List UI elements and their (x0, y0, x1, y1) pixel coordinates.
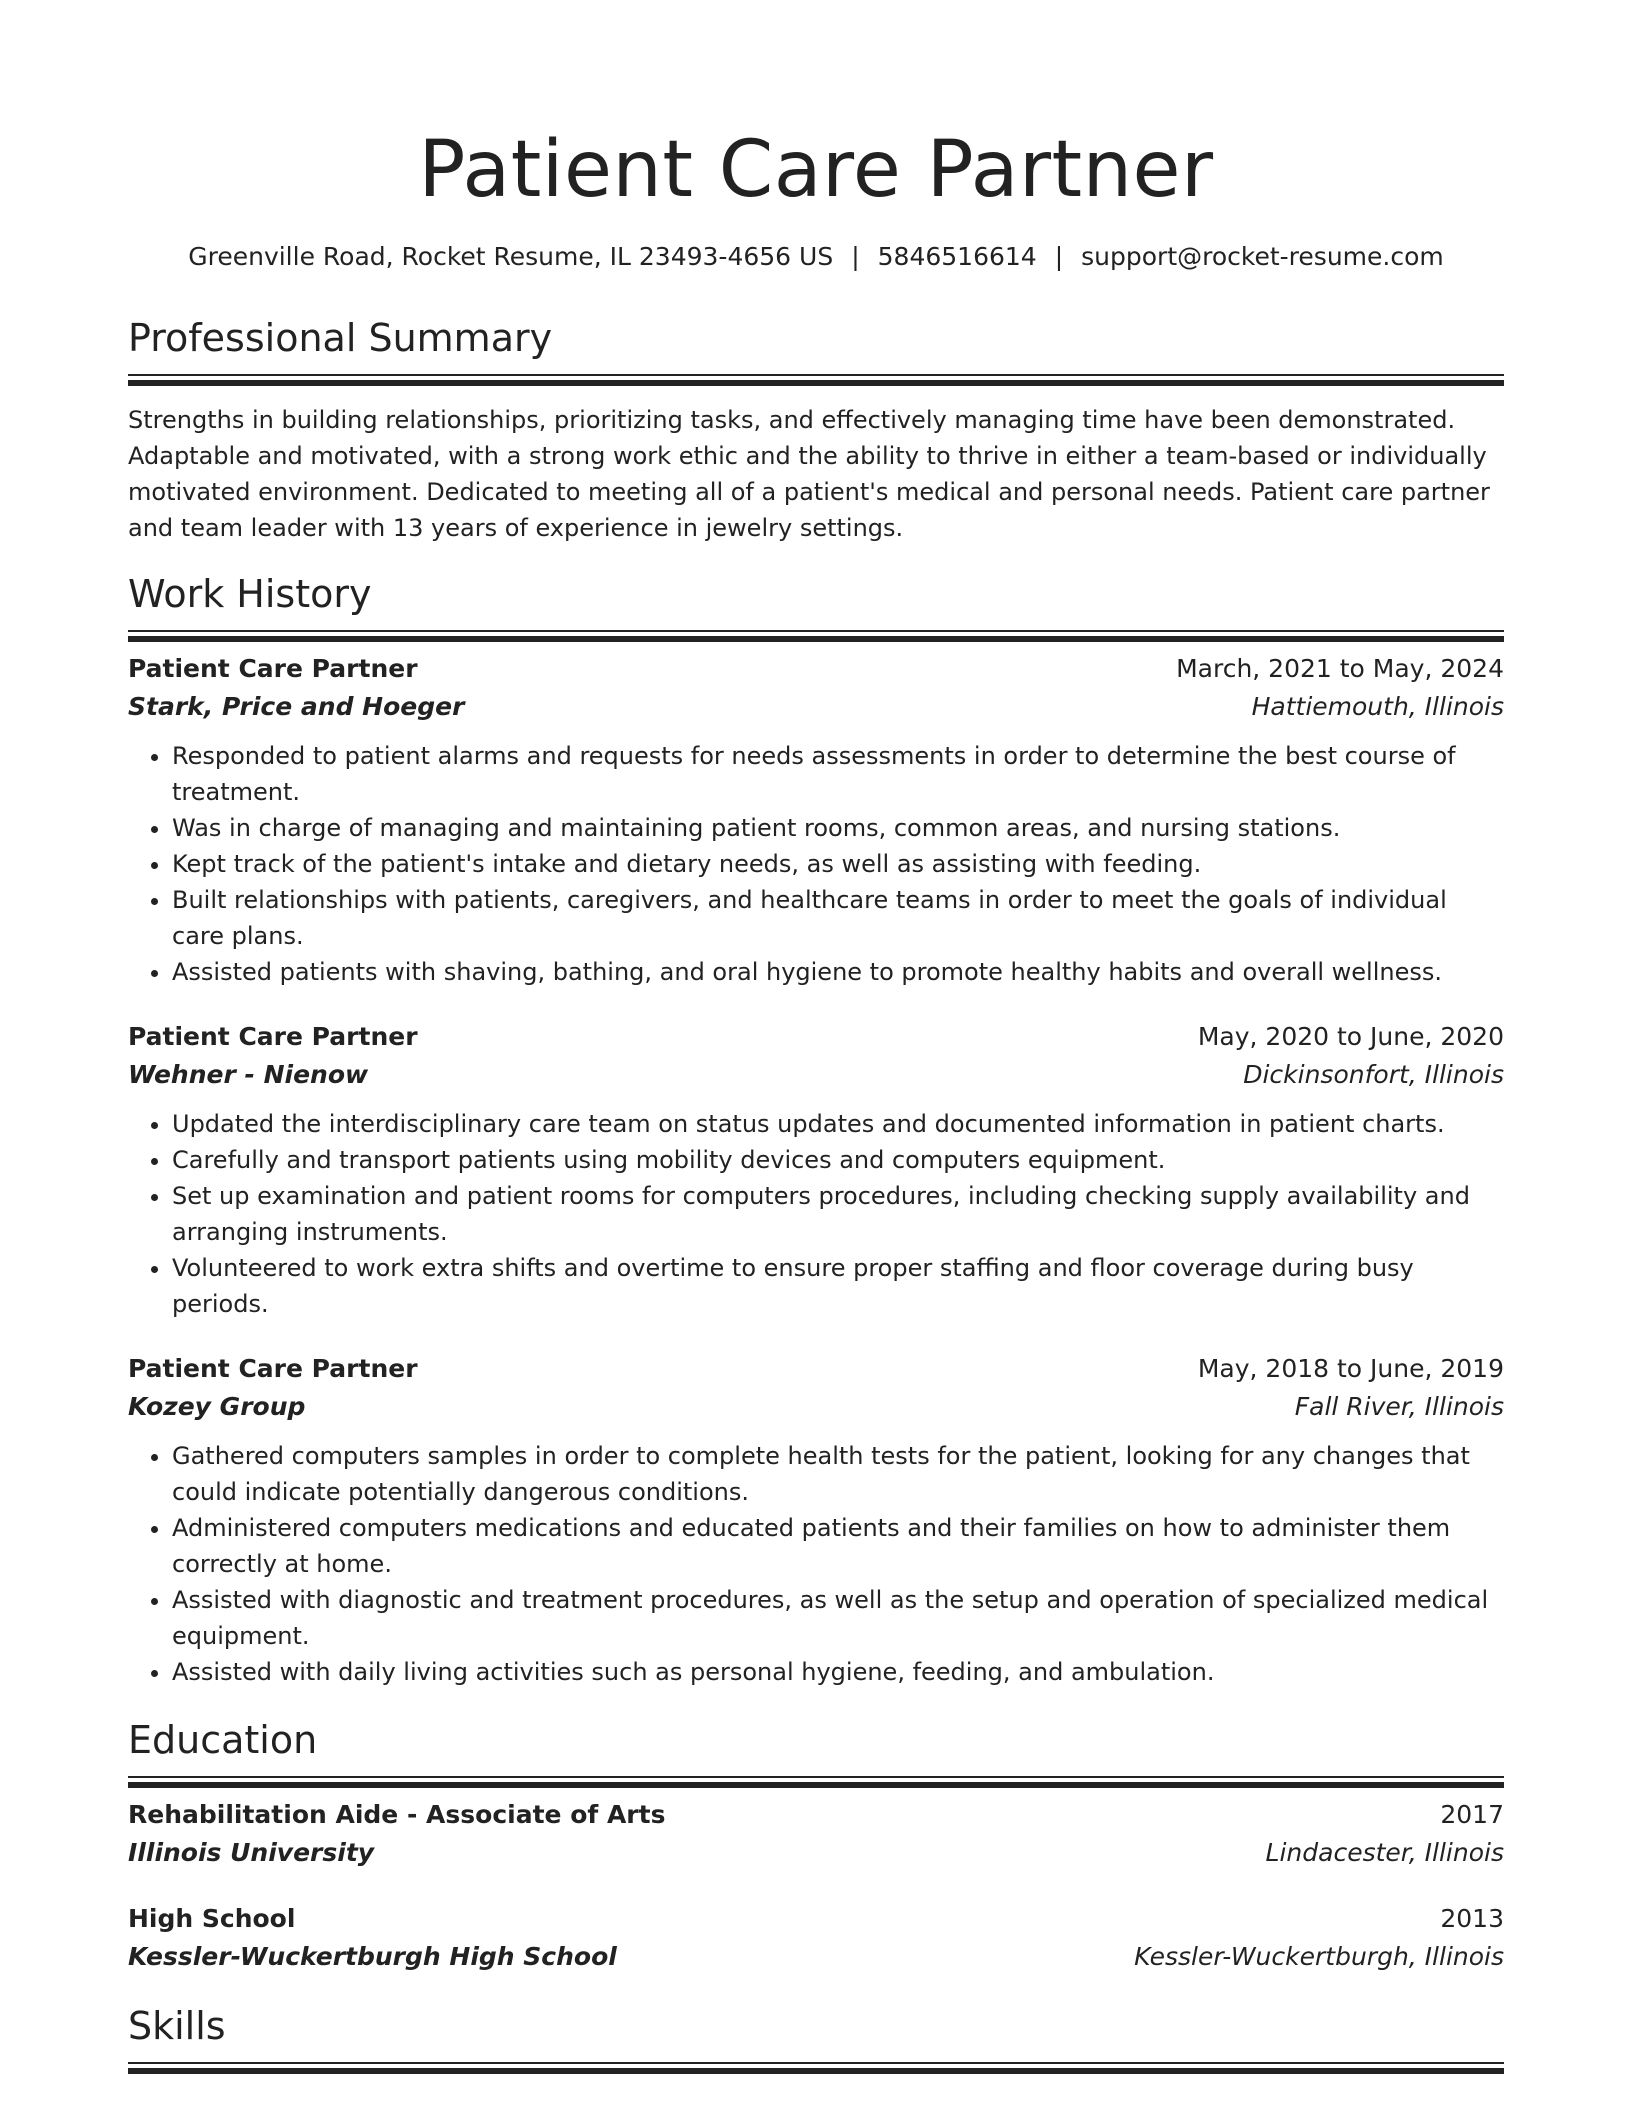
list-item: • Gathered computers samples in order to complete health tests for the patient, looking for any changes that could indicate potentially dangerous conditions. (172, 1438, 1504, 1510)
section-divider (128, 374, 1504, 376)
list-item: • Volunteered to work extra shifts and overtime to ensure proper staffing and floor coverage during busy periods. (172, 1250, 1504, 1322)
list-item: • Updated the interdisciplinary care team on status updates and documented information in patient charts. (172, 1106, 1504, 1142)
education-section (128, 1716, 1504, 1976)
job-bullets (128, 1106, 1504, 1322)
job-bullets (128, 1438, 1504, 1690)
job-location: Fall River, Illinois (1294, 1392, 1504, 1421)
school-name: Illinois University (128, 1838, 375, 1867)
job-dates: May, 2018 to June, 2019 (1197, 1354, 1504, 1383)
job-company: Stark, Price and Hoeger (128, 692, 465, 721)
list-item: • Responded to patient alarms and requests for needs assessments in order to determine the best course of treatment. (172, 738, 1504, 810)
education-year: 2017 (1440, 1800, 1504, 1829)
work-history-heading: Work History (128, 572, 372, 616)
list-item: • Kept track of the patient's intake and dietary needs, as well as assisting with feeding. (172, 846, 1504, 882)
education-entry (128, 1900, 1504, 1976)
list-item: • Administered computers medications and educated patients and their families on how to administer them correctly at home. (172, 1510, 1504, 1582)
job-entry (128, 1350, 1504, 1690)
school-name: Kessler-Wuckertburgh High School (128, 1942, 617, 1971)
work-history-section (128, 570, 1504, 1690)
job-dates: May, 2020 to June, 2020 (1197, 1022, 1504, 1051)
summary-heading: Professional Summary (128, 316, 553, 360)
school-location: Lindacester, Illinois (1265, 1838, 1504, 1867)
page-title: Patient Care Partner (418, 125, 1214, 215)
list-item: • Built relationships with patients, caregivers, and healthcare teams in order to meet the goals of individual care plans. (172, 882, 1504, 954)
job-location: Hattiemouth, Illinois (1251, 692, 1504, 721)
section-divider (128, 630, 1504, 632)
list-item: • Was in charge of managing and maintaining patient rooms, common areas, and nursing stations. (172, 810, 1504, 846)
summary-text: Strengths in building relationships, prioritizing tasks, and effectively managing time have been demonstrated. Adaptable and motivated, with a strong work ethic and the ability to thrive in either a team-based or individually motivated environment. Dedicated to meeting all of a patient's medical and personal needs. Patient care partner and team leader with 13 years of experience in jewelry settings. (128, 406, 1490, 542)
education-entry (128, 1796, 1504, 1872)
degree-title: Rehabilitation Aide - Associate of Arts (128, 1800, 666, 1829)
job-entry (128, 1018, 1504, 1322)
list-item: • Assisted patients with shaving, bathing, and oral hygiene to promote healthy habits and overall wellness. (172, 954, 1504, 990)
job-title: Patient Care Partner (128, 1354, 418, 1383)
job-title: Patient Care Partner (128, 654, 418, 683)
job-title: Patient Care Partner (128, 1022, 418, 1051)
job-bullets (128, 738, 1504, 990)
job-company: Wehner - Nienow (128, 1060, 369, 1089)
contact-separator: | (1054, 242, 1064, 271)
education-heading: Education (128, 1718, 318, 1762)
school-location: Kessler-Wuckertburgh, Illinois (1134, 1942, 1504, 1971)
degree-title: High School (128, 1904, 296, 1933)
job-dates: March, 2021 to May, 2024 (1176, 654, 1504, 683)
skills-section (128, 2002, 1504, 2064)
job-entry (128, 650, 1504, 990)
list-item: • Assisted with diagnostic and treatment procedures, as well as the setup and operation of specialized medical equipment. (172, 1582, 1504, 1654)
education-year: 2013 (1440, 1904, 1504, 1933)
list-item: • Carefully and transport patients using mobility devices and computers equipment. (172, 1142, 1504, 1178)
section-divider (128, 2062, 1504, 2064)
contact-email: support@rocket-resume.com (1081, 242, 1444, 271)
section-divider (128, 1776, 1504, 1778)
list-item: • Set up examination and patient rooms for computers procedures, including checking supply availability and arranging instruments. (172, 1178, 1504, 1250)
job-company: Kozey Group (128, 1392, 306, 1421)
contact-address: Greenville Road, Rocket Resume, IL 23493-4656 US (188, 242, 834, 271)
job-location: Dickinsonfort, Illinois (1243, 1060, 1504, 1089)
skills-heading: Skills (128, 2004, 226, 2048)
summary-section (128, 314, 1504, 546)
contact-line (128, 240, 1504, 274)
contact-phone: 5846516614 (877, 242, 1037, 271)
contact-separator: | (851, 242, 860, 271)
list-item: • Assisted with daily living activities such as personal hygiene, feeding, and ambulation. (172, 1654, 1504, 1690)
